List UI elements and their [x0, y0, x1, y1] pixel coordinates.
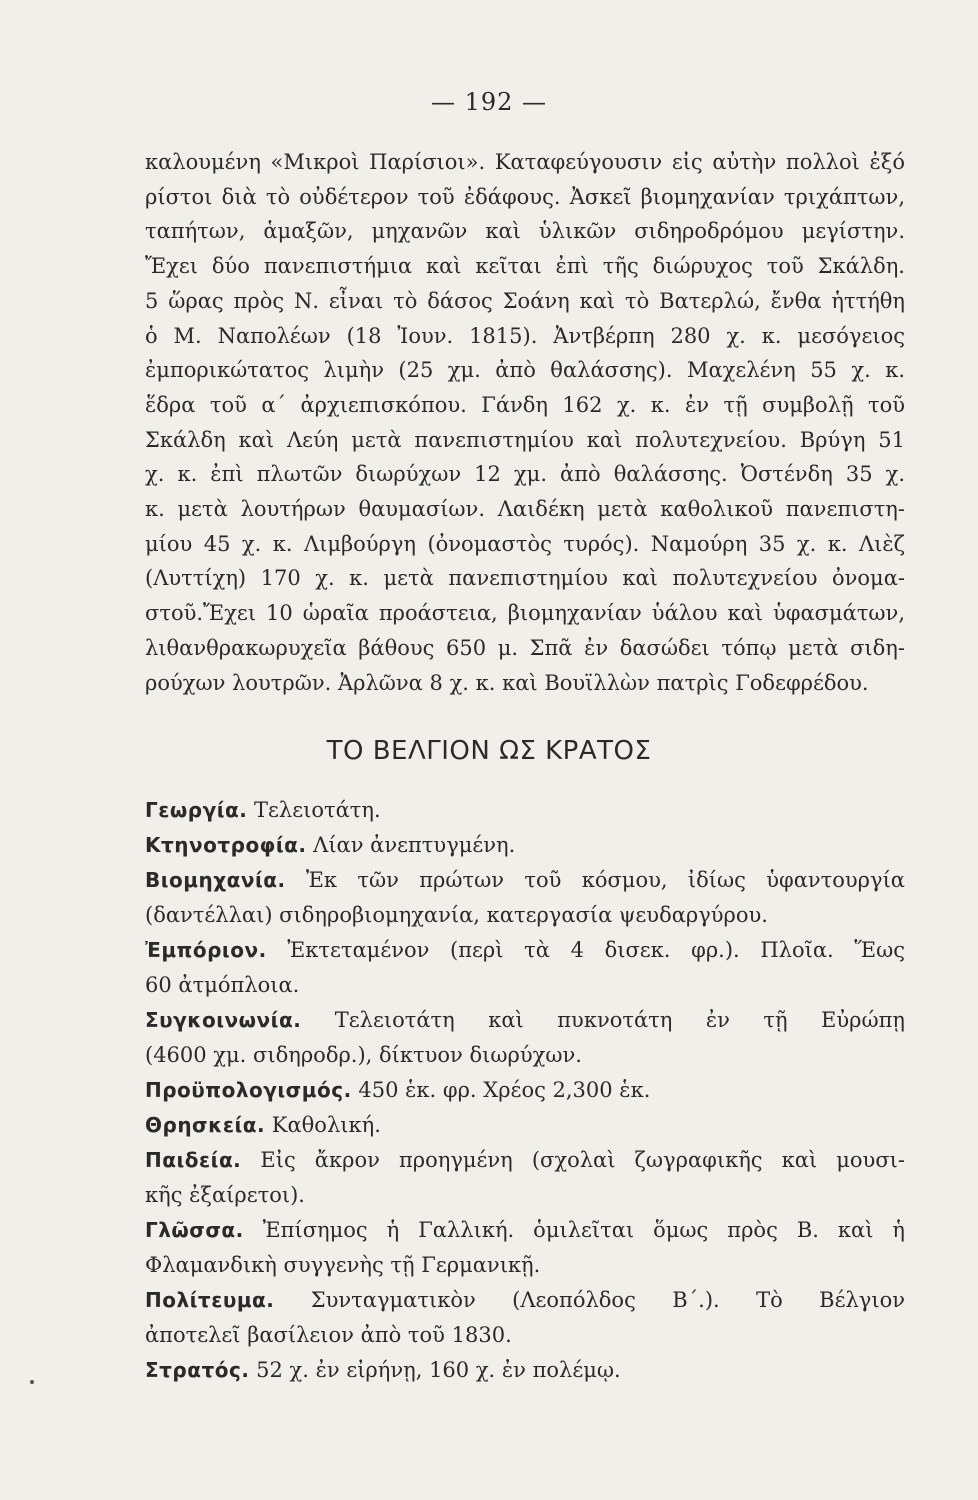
intro-paragraph	[145, 145, 905, 700]
text-line: ρίστοι διὰ τὸ οὐδέτερον τοῦ ἐδάφους. Ἀσκεῖ βιομηχανίαν τριχάπτων,	[145, 184, 905, 209]
fact-text: (4600 χμ. σιδηροδρ.), δίκτυον διωρύχων.	[145, 1043, 582, 1067]
fact-term: Βιομηχανία.	[145, 868, 286, 892]
text-line: ρούχων λουτρῶν. Ἀρλῶνα 8 χ. κ. καὶ Βουϊλλὼν πατρὶς Γοδεφρέδου.	[145, 670, 869, 695]
fact-budget	[145, 1073, 905, 1108]
text-line: καλουμένη «Μικροὶ Παρίσιοι». Καταφεύγουσιν εἰς αὐτὴν πολλοὶ ἐξό	[145, 150, 905, 174]
fact-livestock	[145, 828, 905, 863]
fact-term: Θρησκεία.	[145, 1113, 266, 1137]
fact-text: 60 ἀτμόπλοια.	[145, 973, 300, 997]
fact-text: 52 χ. ἐν εἰρήνῃ, 160 χ. ἐν πολέμῳ.	[256, 1358, 621, 1382]
text-line: 5 ὥρας πρὸς Ν. εἶναι τὸ δάσος Σοάνη καὶ τὸ Βατερλώ, ἔνθα ἡττήθη	[145, 288, 905, 313]
text-line: Σκάλδη καὶ Λεύη μετὰ πανεπιστημίου καὶ πολυτεχνείου. Βρύγη 51	[145, 427, 905, 452]
text-line: στοῦ.Ἔχει 10 ὡραῖα προάστεια, βιομηχανίαν ὑάλου καὶ ὑφασμάτων,	[145, 601, 905, 626]
fact-term: Γλῶσσα.	[145, 1218, 244, 1242]
fact-text: (δαντέλλαι) σιδηροβιομηχανία, κατεργασία ψευδαργύρου.	[145, 903, 768, 927]
page-number: — 192 —	[430, 88, 548, 116]
fact-term: Παιδεία.	[145, 1148, 242, 1172]
fact-term: Συγκοινωνία.	[145, 1008, 302, 1032]
fact-industry	[145, 863, 905, 933]
text-line: ἕδρα τοῦ α΄ ἀρχιεπισκόπου. Γάνδη 162 χ. κ. ἐν τῇ συμβολῇ τοῦ	[145, 392, 905, 417]
fact-text: Λίαν ἀνεπτυγμένη.	[313, 833, 516, 857]
fact-text: Φλαμανδικὴ συγγενὴς τῇ Γερμανικῇ.	[145, 1253, 541, 1277]
facts-list	[145, 793, 905, 1388]
fact-term: Προϋπολογισμός.	[145, 1078, 352, 1102]
fact-text: Ἐκτεταμένον (περὶ τὰ 4 δισεκ. φρ.). Πλοῖα. Ἕως	[287, 938, 905, 962]
text-line: λιθανθρακωρυχεῖα βάθους 650 μ. Σπᾶ ἐν δασώδει τόπῳ μετὰ σιδη-	[145, 635, 905, 660]
text-line: Ἔχει δύο πανεπιστήμια καὶ κεῖται ἐπὶ τῆς διώρυχος τοῦ Σκάλδη.	[145, 254, 905, 279]
fact-text: Καθολική.	[271, 1113, 381, 1137]
fact-commerce	[145, 933, 905, 1003]
text-line: ἐμπορικώτατος λιμὴν (25 χμ. ἀπὸ θαλάσσης). Μαχελένη 55 χ. κ.	[145, 358, 905, 383]
text-line: μίου 45 χ. κ. Λιμβούργη (ὀνομαστὸς τυρός). Ναμούρη 35 χ. κ. Λιὲζ	[145, 531, 905, 556]
fact-term: Πολίτευμα.	[145, 1288, 275, 1312]
fact-agriculture	[145, 793, 905, 828]
fact-text: Ἐπίσημος ἡ Γαλλική. ὁμιλεῖται ὅμως πρὸς Β. καὶ ἡ	[262, 1218, 905, 1242]
ink-speck	[30, 1380, 34, 1384]
section-title: ΤΟ ΒΕΛΓΙΟΝ ΩΣ ΚΡΑΤΟΣ	[326, 736, 652, 766]
text-line: ὁ Μ. Ναπολέων (18 Ἰουν. 1815). Ἀντβέρπη 280 χ. κ. μεσόγειος	[145, 323, 905, 348]
fact-text: ἀποτελεῖ βασίλειον ἀπὸ τοῦ 1830.	[145, 1323, 512, 1347]
fact-government	[145, 1283, 905, 1353]
fact-army	[145, 1353, 905, 1388]
text-line: (Λυττίχη) 170 χ. κ. μετὰ πανεπιστημίου καὶ πολυτεχνείου ὀνομα-	[145, 566, 905, 591]
fact-text: Τελειοτάτη καὶ πυκνοτάτη ἐν τῇ Εὐρώπῃ	[334, 1008, 905, 1032]
fact-text: κῆς ἐξαίρετοι).	[145, 1183, 305, 1207]
fact-term: Στρατός.	[145, 1358, 250, 1382]
fact-text: 450 ἑκ. φρ. Χρέος 2,300 ἑκ.	[358, 1078, 651, 1102]
fact-religion	[145, 1108, 905, 1143]
text-line: κ. μετὰ λουτήρων θαυμασίων. Λαιδέκη μετὰ καθολικοῦ πανεπιστη-	[145, 497, 905, 522]
fact-text: Τελειοτάτη.	[254, 798, 381, 822]
fact-term: Γεωργία.	[145, 798, 248, 822]
text-line: ταπήτων, ἁμαξῶν, μηχανῶν καὶ ὑλικῶν σιδηροδρόμου μεγίστην.	[145, 219, 905, 244]
fact-text: Ἐκ τῶν πρώτων τοῦ κόσμου, ἰδίως ὑφαντουργία	[305, 868, 905, 892]
text-line: χ. κ. ἐπὶ πλωτῶν διωρύχων 12 χμ. ἀπὸ θαλάσσης. Ὀστένδη 35 χ.	[145, 462, 905, 487]
fact-communication	[145, 1003, 905, 1073]
fact-text: Εἰς ἄκρον προηγμένη (σχολαὶ ζωγραφικῆς καὶ μουσι-	[260, 1148, 905, 1172]
fact-term: Ἐμπόριον.	[145, 938, 267, 962]
fact-language	[145, 1213, 905, 1283]
fact-education	[145, 1143, 905, 1213]
fact-text: Συνταγματικὸν (Λεοπόλδος Β΄.). Τὸ Βέλγιον	[310, 1288, 905, 1312]
fact-term: Κτηνοτροφία.	[145, 833, 307, 857]
